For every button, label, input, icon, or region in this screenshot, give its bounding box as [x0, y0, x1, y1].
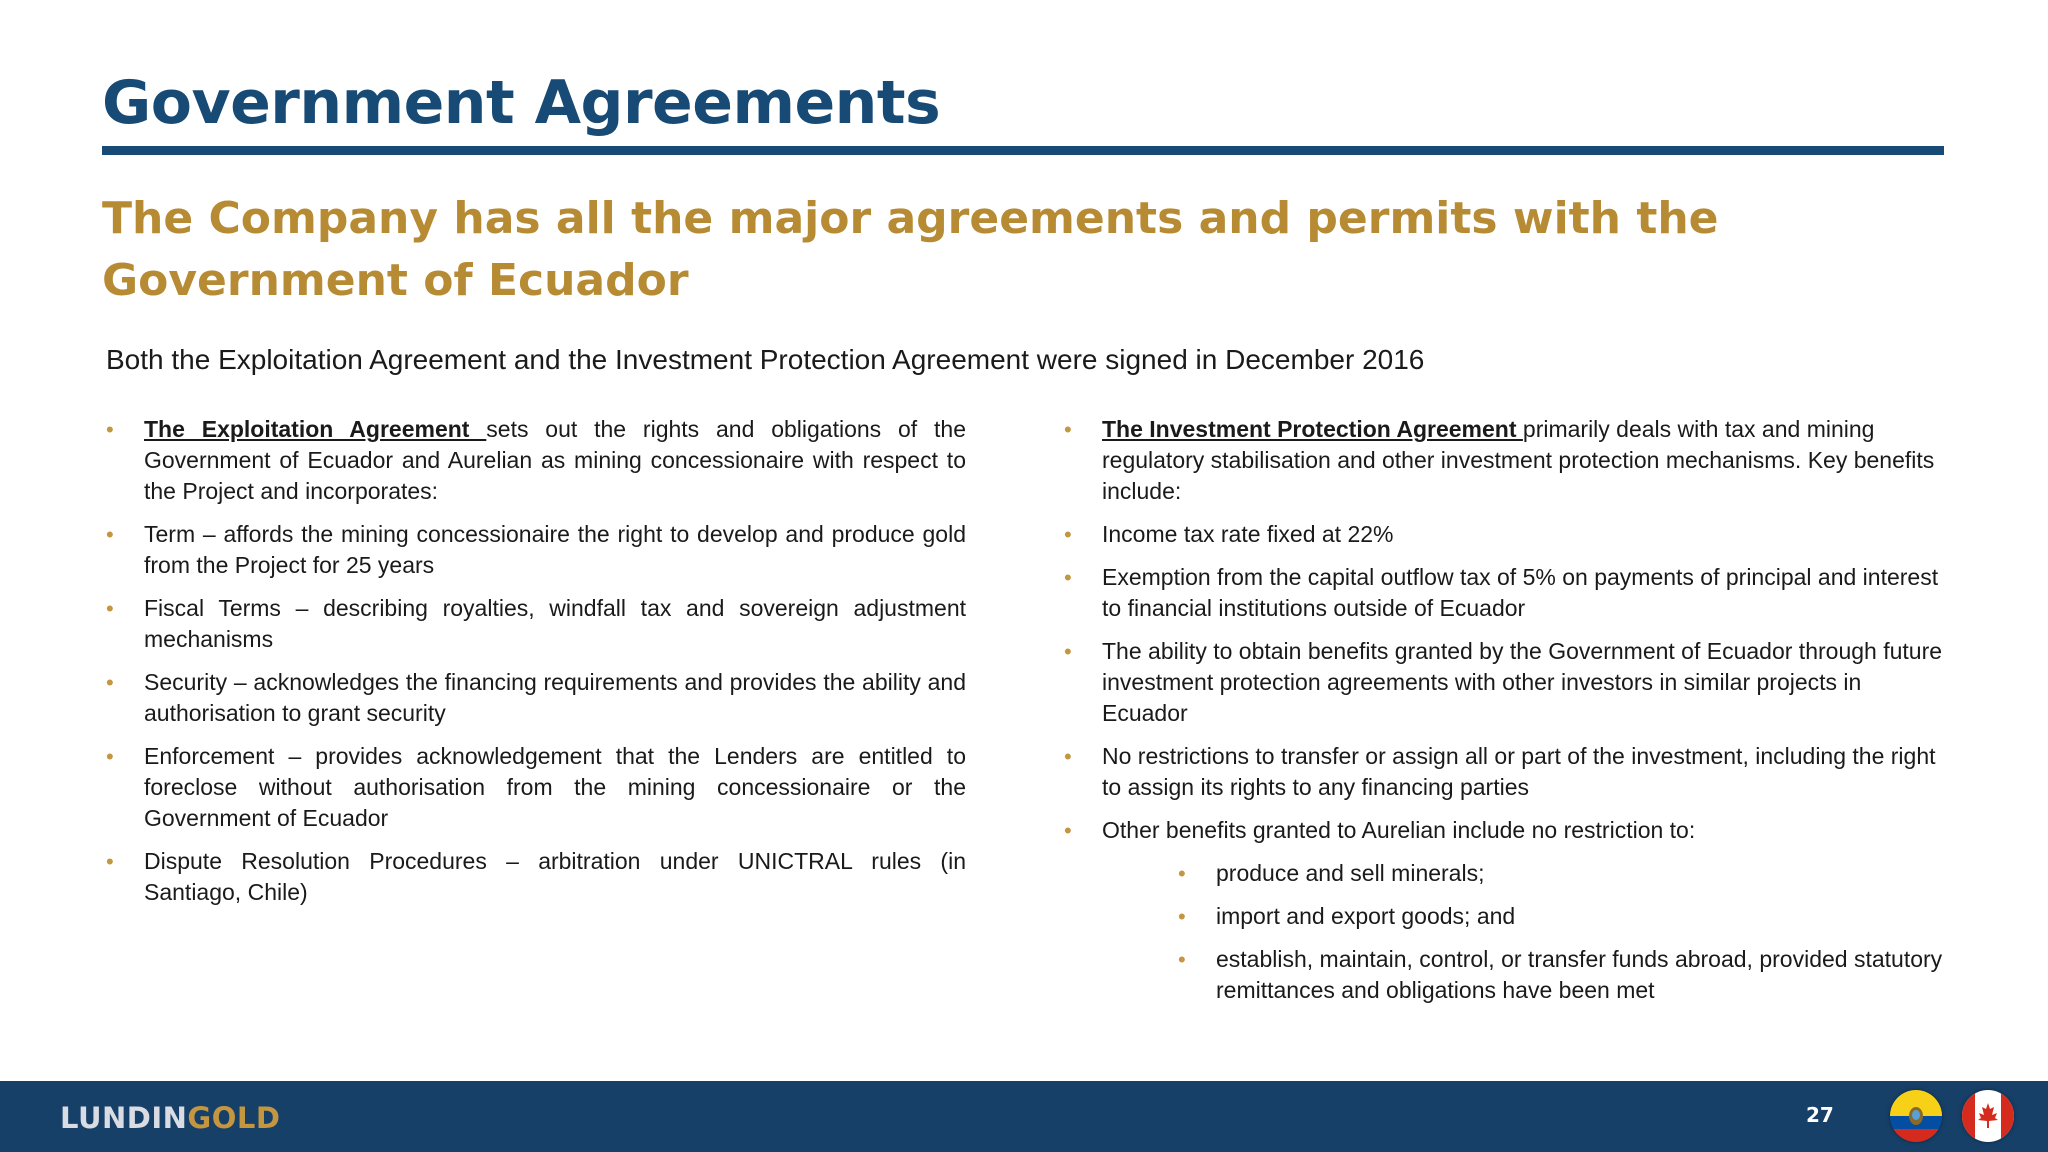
exploitation-agreement-term: The Exploitation Agreement — [144, 416, 487, 442]
investment-protection-column — [1064, 414, 1944, 1018]
sub-list-item — [1102, 944, 1944, 1006]
sub-list-item — [1102, 901, 1944, 932]
bullet-icon: • — [106, 744, 114, 769]
sub-list-item-text: produce and sell minerals; — [1216, 860, 1485, 886]
list-item — [106, 846, 966, 908]
intro-text: Both the Exploitation Agreement and the Investment Protection Agreement were signed in December 2016 — [106, 344, 1425, 375]
list-item-text: Enforcement – provides acknowledgement that the Lenders are entitled to foreclose without authorisation from the mining concessionaire or the Government of Ecuador — [144, 743, 966, 831]
sub-list-item-text: import and export goods; and — [1216, 903, 1516, 929]
ecuador-flag-icon — [1890, 1090, 1942, 1142]
footer-bar — [0, 1081, 2048, 1152]
bullet-icon: • — [106, 417, 114, 442]
slide-title: Government Agreements — [102, 68, 941, 138]
list-item-text: Fiscal Terms – describing royalties, windfall tax and sovereign adjustment mechanisms — [144, 595, 966, 652]
bullet-icon: • — [1064, 565, 1072, 590]
list-item — [1064, 414, 1944, 507]
bullet-icon: • — [1178, 904, 1186, 929]
bullet-icon: • — [1064, 744, 1072, 769]
exploitation-agreement-column — [106, 414, 966, 920]
bullet-icon: • — [1064, 639, 1072, 664]
bullet-icon: • — [1064, 818, 1072, 843]
slide-subtitle: The Company has all the major agreements and permits with the Government of Ecuador — [102, 193, 1719, 306]
other-benefits-sub-list — [1102, 858, 1944, 1006]
list-item-text: No restrictions to transfer or assign all or part of the investment, including the right to assign its rights to any financing parties — [1102, 743, 1936, 800]
logo-gold-text: GOLD — [187, 1101, 281, 1135]
list-item — [1064, 636, 1944, 729]
sub-list-item-text: establish, maintain, control, or transfer funds abroad, provided statutory remittances and obligations have been met — [1216, 946, 1943, 1003]
lundin-gold-logo — [60, 1101, 280, 1135]
page-number: 27 — [1806, 1103, 1834, 1127]
list-item — [106, 519, 966, 581]
list-item-text: Security – acknowledges the financing requirements and provides the ability and authorisation to grant security — [144, 669, 966, 726]
investment-protection-bullet-list — [1064, 414, 1944, 1006]
bullet-icon: • — [1178, 947, 1186, 972]
bullet-icon: • — [1064, 417, 1072, 442]
list-item-text: Term – affords the mining concessionaire the right to develop and produce gold from the Project for 25 years — [144, 521, 966, 578]
list-item — [106, 414, 966, 507]
list-item — [106, 593, 966, 655]
sub-list-item — [1102, 858, 1944, 889]
investment-protection-description: primarily deals with tax and mining regulatory stabilisation and other investment protection mechanisms. Key benefits include: — [1102, 416, 1935, 504]
list-item-text: The ability to obtain benefits granted by the Government of Ecuador through future investment protection agreements with other investors in similar projects in Ecuador — [1102, 638, 1943, 726]
list-item — [106, 741, 966, 834]
bullet-icon: • — [106, 849, 114, 874]
bullet-icon: • — [106, 522, 114, 547]
bullet-icon: • — [1178, 861, 1186, 886]
list-item — [1064, 562, 1944, 624]
list-item — [1064, 519, 1944, 550]
list-item-text: Income tax rate fixed at 22% — [1102, 521, 1394, 547]
title-divider — [102, 146, 1944, 155]
list-item-text: Dispute Resolution Procedures – arbitration under UNICTRAL rules (in Santiago, Chile) — [144, 848, 966, 905]
exploitation-agreement-description: sets out the rights and obligations of the Government of Ecuador and Aurelian as mining concessionaire with respect to the Project and incorporates: — [144, 416, 966, 504]
bullet-icon: • — [106, 596, 114, 621]
bullet-icon: • — [1064, 522, 1072, 547]
list-item — [1064, 815, 1944, 1006]
list-item — [106, 667, 966, 729]
bullet-icon: • — [106, 670, 114, 695]
exploitation-bullet-list — [106, 414, 966, 908]
canada-flag-icon — [1962, 1090, 2014, 1142]
investment-protection-term: The Investment Protection Agreement — [1102, 416, 1523, 442]
list-item-text: Exemption from the capital outflow tax of 5% on payments of principal and interest to financial institutions outside of Ecuador — [1102, 564, 1939, 621]
list-item — [1064, 741, 1944, 803]
list-item-text: Other benefits granted to Aurelian include no restriction to: — [1102, 817, 1696, 843]
logo-lundin-text: LUNDIN — [60, 1101, 188, 1135]
